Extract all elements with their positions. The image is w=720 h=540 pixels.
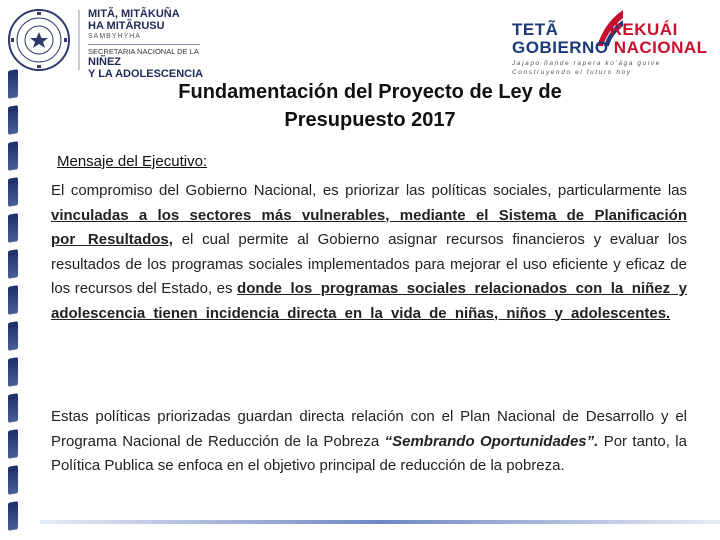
p1-underlined-2: donde los programas sociales relacionados con la niñez y adolescencia tienen incidencia directa en la vida de niñas, niños y adolescentes. <box>51 280 687 322</box>
gov-logo-nacional: NACIONAL <box>613 38 708 57</box>
ministry-logo <box>88 8 258 80</box>
p1-text-a: El compromiso del Gobierno Nacional, es priorizar las políticas sociales, particularmente las <box>51 182 687 199</box>
ministry-name-line2: HA MITÃRUSU <box>88 20 165 32</box>
gov-logo-rekuai: REKUÁI <box>609 20 678 39</box>
paragraph-2 <box>51 405 687 479</box>
bottom-decorative-line <box>40 520 720 524</box>
p1-underlined-1: vinculadas a los sectores más vulnerables, mediante el Sistema de Planificación por Resultados, <box>51 206 687 248</box>
gov-logo-gobierno: GOBIERNO <box>512 38 609 57</box>
header-divider <box>78 10 80 70</box>
p2-text-a: Estas políticas priorizadas guardan directa relación con el Plan Nacional de Desarrollo y el Programa Nacional de Reducción de la Pobreza <box>51 408 687 450</box>
national-seal-icon <box>7 8 71 72</box>
ministry-name-line3: SECRETARIA NACIONAL DE LA <box>88 47 199 56</box>
decorative-left-strip <box>8 70 22 530</box>
ministry-name-line1: MITÃ, MITÃKUÑA <box>88 8 180 20</box>
title-line-1: Fundamentación del Proyecto de Ley de <box>178 81 562 103</box>
paragraph-1 <box>51 179 687 326</box>
document-title <box>110 78 630 134</box>
gov-tagline-guarani: Jajapo ñande rapera ko'ága guive <box>512 60 661 67</box>
ministry-guarani: SAMBYHÝHA <box>88 33 141 40</box>
gov-logo-top <box>512 20 712 40</box>
p2-program-name: “Sembrando Oportunidades”. <box>384 432 599 450</box>
gov-tagline-spanish: Construyendo el futuro hoy <box>512 69 632 76</box>
gov-logo-teta: TETÃ <box>512 20 559 39</box>
section-label: Mensaje del Ejecutivo: <box>57 153 208 170</box>
gov-logo-bottom <box>512 38 712 58</box>
government-logo <box>512 8 712 80</box>
ministry-name-line5: Y LA ADOLESCENCIA <box>88 68 204 80</box>
p1-text-b: el cual permite al Gobierno asignar recursos financieros y evaluar los resultados de los programas sociales implementados para mejorar el uso eficiente y eficaz de los recursos del Estado, es <box>51 231 687 297</box>
ministry-name-line4: NIÑEZ <box>88 56 121 68</box>
p2-text-b: Por tanto, la Política Publica se enfoca en el objetivo principal de reducción de la pobreza. <box>51 432 687 474</box>
title-line-2: Presupuesto 2017 <box>284 109 456 131</box>
